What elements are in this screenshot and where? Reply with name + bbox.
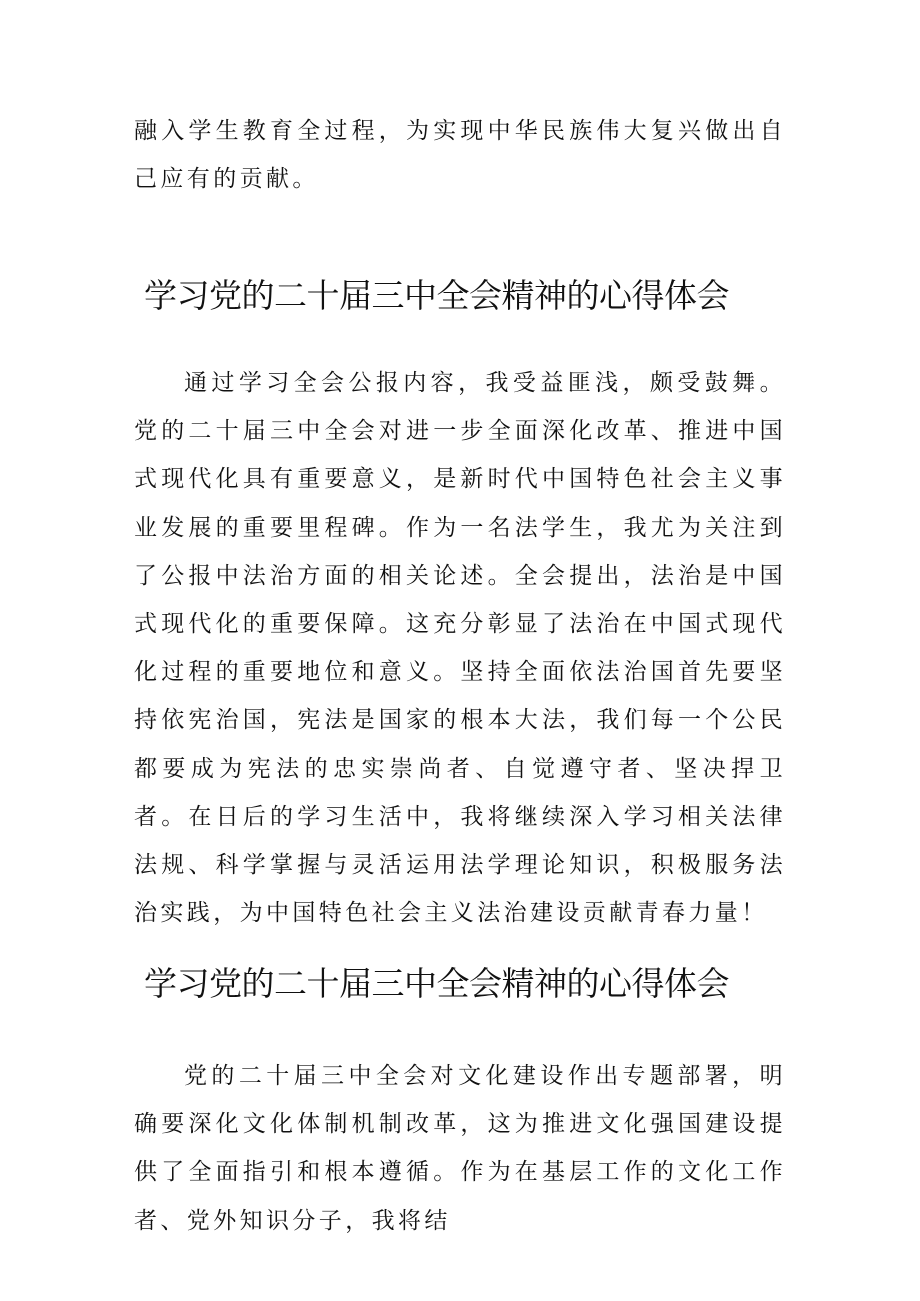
- section-1-paragraph: 通过学习全会公报内容，我受益匪浅，颇受鼓舞。党的二十届三中全会对进一步全面深化改革、推进中国式现代化具有重要意义，是新时代中国特色社会主义事业发展的重要里程碑。作为一名法学生，我尤为关注到了公报中法治方面的相关论述。全会提出，法治是中国式现代化的重要保障。这充分彰显了法治在中国式现代化过程的重要地位和意义。坚持全面依法治国首先要坚持依宪治国，宪法是国家的根本大法，我们每一个公民都要成为宪法的忠实崇尚者、自觉遵守者、坚决捍卫者。在日后的学习生活中，我将继续深入学习相关法律法规、科学掌握与灵活运用法学理论知识，积极服务法治实践，为中国特色社会主义法治建设贡献青春力量！: [134, 370, 786, 927]
- section-2-heading: 学习党的二十届三中全会精神的心得体会: [144, 964, 729, 1003]
- section-1-heading: 学习党的二十届三中全会精神的心得体会: [144, 276, 729, 315]
- continuation-paragraph: 融入学生教育全过程，为实现中华民族伟大复兴做出自己应有的贡献。: [134, 118, 786, 193]
- section-2-paragraph: 党的二十届三中全会对文化建设作出专题部署，明确要深化文化体制机制改革，这为推进文化强国建设提供了全面指引和根本遵循。作为在基层工作的文化工作者、党外知识分子，我将结: [134, 1063, 786, 1234]
